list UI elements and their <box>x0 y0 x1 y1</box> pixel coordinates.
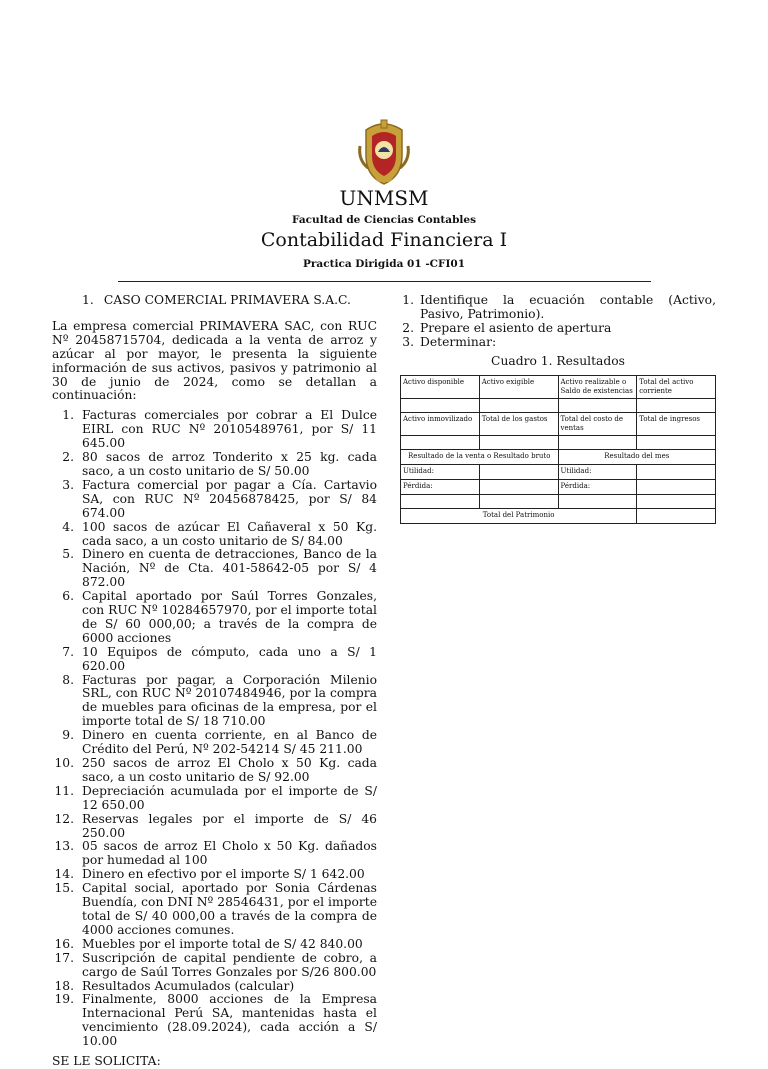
list-item: 4. 100 sacos de azúcar El Cañaveral x 50 Kg. cada saco, a un costo unitario de S/ 84.00 <box>62 519 377 548</box>
table-cell: Resultado de la venta o Resultado bruto <box>401 449 559 464</box>
list-item: 1. Facturas comerciales por cobrar a El Dulce EIRL con RUC Nº 20105489761, por S/ 11 645.00 <box>62 408 377 451</box>
table-cell <box>637 464 716 479</box>
table-cell <box>558 435 637 449</box>
table-row <box>401 375 716 398</box>
table-cell <box>558 494 637 508</box>
table-cell <box>401 494 480 508</box>
list-item: 6. Capital aportado por Saúl Torres Gonzales, con RUC Nº 10284657970, por el importe total de S/ 60 000,00; a través de la compra de 6000 acciones <box>62 589 377 645</box>
list-item: 2. 80 sacos de arroz Tonderito x 25 kg. cada saco, a un costo unitario de S/ 50.00 <box>62 450 377 478</box>
faculty-name: Facultad de Ciencias Contables <box>291 214 476 226</box>
table-row <box>401 508 716 523</box>
table-cell <box>637 398 716 412</box>
practice-title: Practica Dirigida 01 -CFI01 <box>302 258 466 270</box>
list-item: 15. Capital social, aportado por Sonia Cárdenas Buendía, con DNI Nº 28546431, por el importe total de S/ 40 000,00 a través de la compra de 4000 acciones comunes. <box>54 881 377 937</box>
table-row <box>401 398 716 412</box>
table-cell: Activo exigible <box>479 375 558 398</box>
table-cell: Resultado del mes <box>558 449 716 464</box>
requirement-item: 3. Determinar: <box>402 334 497 349</box>
table-cell: Activo disponible <box>401 375 480 398</box>
table-cell: Utilidad: <box>401 464 480 479</box>
list-item: 19. Finalmente, 8000 acciones de la Empresa Internacional Perú SA, mantenidas hasta el vencimiento (28.09.2024), cada acción a S/ 10.00 <box>54 992 377 1049</box>
table-cell <box>479 494 558 508</box>
list-item: 11. Depreciación acumulada por el importe de S/ 12 650.00 <box>54 783 377 812</box>
table-cell <box>479 398 558 412</box>
case-number: 1. <box>82 293 94 307</box>
table-cell: Total del Patrimonio <box>401 508 637 523</box>
case-items-list <box>52 409 377 1049</box>
requirement-item: 2. Prepare el asiento de apertura <box>402 320 612 335</box>
table-cell: Pérdida: <box>401 479 480 494</box>
table-cell <box>637 508 716 523</box>
requirements-list <box>400 294 716 350</box>
course-title: Contabilidad Financiera I <box>260 229 508 251</box>
list-item: 18. Resultados Acumulados (calcular) <box>54 978 295 993</box>
table-cell: Utilidad: <box>558 464 637 479</box>
list-item: 8. Facturas por pagar, a Corporación Milenio SRL, con RUC Nº 20107484946, por la compra de muebles para oficinas de la empresa, por el importe total de S/ 18 710.00 <box>62 672 377 729</box>
table-cell: Activo inmovilizado <box>401 412 480 435</box>
table-row <box>401 494 716 508</box>
table-row <box>401 412 716 435</box>
table-cell: Total del costo de ventas <box>558 412 637 435</box>
table-cell: Pérdida: <box>558 479 637 494</box>
university-seal-icon <box>356 116 412 186</box>
table-cell <box>479 479 558 494</box>
list-item: 10. 250 sacos de arroz El Cholo x 50 Kg. cada saco, a un costo unitario de S/ 92.00 <box>54 756 377 784</box>
table-cell <box>637 479 716 494</box>
table-cell <box>558 398 637 412</box>
table-cell: Total del activo corriente <box>637 375 716 398</box>
list-item: 17. Suscripción de capital pendiente de cobro, a cargo de Saúl Torres Gonzales por S/26 800.00 <box>54 950 377 979</box>
university-name: UNMSM <box>339 186 429 210</box>
table-cell: Activo realizable o Saldo de existencias <box>558 375 637 398</box>
table-row <box>401 479 716 494</box>
table-cell: Total de los gastos <box>479 412 558 435</box>
table-cell <box>479 435 558 449</box>
list-item: 5. Dinero en cuenta de detracciones, Banco de la Nación, Nº de Cta. 401-58642-05 por S/ 4 872.00 <box>62 547 377 590</box>
list-item: 3. Factura comercial por pagar a Cía. Cartavio SA, con RUC Nº 20456878425, por S/ 84 674.00 <box>62 477 377 520</box>
list-item: 7. 10 Equipos de cómputo, cada uno a S/ 1 620.00 <box>62 644 377 673</box>
table-cell <box>637 435 716 449</box>
table-cell <box>401 435 480 449</box>
requirement-item: 1. Identifique la ecuación contable (Activo, Pasivo, Patrimonio). <box>402 293 716 321</box>
table-row <box>401 435 716 449</box>
right-column <box>400 292 716 524</box>
list-item: 16. Muebles por el importe total de S/ 42 840.00 <box>54 936 363 951</box>
table-cell <box>401 398 480 412</box>
case-title: CASO COMERCIAL PRIMAVERA S.A.C. <box>103 293 351 307</box>
header-divider <box>118 281 651 282</box>
table-row <box>401 464 716 479</box>
list-item: 13. 05 sacos de arroz El Cholo x 50 Kg. dañados por humedad al 100 <box>54 839 377 868</box>
case-intro: La empresa comercial PRIMAVERA SAC, con RUC Nº 20458715704, dedicada a la venta de arroz y azúcar al por mayor, le presenta la siguiente información de sus activos, pasivos y patrimonio al 30 de junio de 2024, como se detallan a continuación: <box>52 318 377 403</box>
list-item: 14. Dinero en efectivo por el importe S/ 1 642.00 <box>54 867 365 882</box>
table-cell: Total de ingresos <box>637 412 716 435</box>
table-row <box>401 449 716 464</box>
results-table <box>400 375 716 524</box>
list-item: 12. Reservas legales por el importe de S/ 46 250.00 <box>54 811 377 840</box>
table-caption: Cuadro 1. Resultados <box>491 353 625 368</box>
list-item: 9. Dinero en cuenta corriente, en al Banco de Crédito del Perú, Nº 202-54214 S/ 45 211.00 <box>62 728 377 757</box>
table-cell <box>637 494 716 508</box>
case-heading <box>52 294 377 308</box>
request-label: SE LE SOLICITA: <box>52 1054 161 1069</box>
table-cell <box>479 464 558 479</box>
left-column <box>52 292 377 1069</box>
